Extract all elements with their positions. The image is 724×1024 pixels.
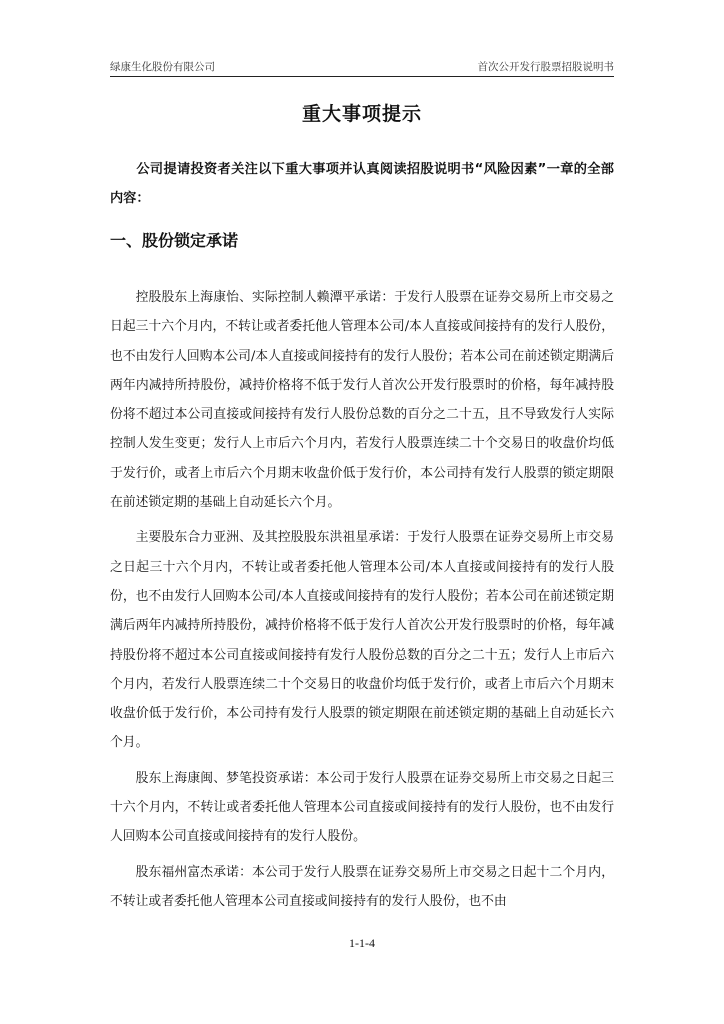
paragraph-shareholder-kangmin-mengbi: 股东上海康闽、梦笔投资承诺：本公司于发行人股票在证券交易所上市交易之日起三十六个月内，不转让或者委托他人管理本公司直接或间接持有的发行人股份，也不由发行人回购本公司直接或间接持有的发行人股份。 bbox=[110, 770, 614, 845]
header-company-name: 绿康生化股份有限公司 bbox=[110, 61, 215, 73]
paragraph-controlling-shareholder: 控股股东上海康怡、实际控制人赖潭平承诺：于发行人股票在证券交易所上市交易之日起三十六个月内，不转让或者委托他人管理本公司/本人直接或间接持有的发行人股份，也不由发行人回购本公司/本人直接或间接持有的发行人股份；若本公司在前述锁定期满后两年内减持所持股份，减持价格将不低于发行人首次公开发行股票时的价格，每年减持股份将不超过本公司直接或间接持有发行人股份总数的百分之二十五，且不导致发行人实际控制人发生变更；发行人上市后六个月内，若发行人股票连续二十个交易日的收盘价均低于发行价，或者上市后六个月期末收盘价低于发行价，本公司持有发行人股票的锁定期限在前述锁定期的基础上自动延长六个月。 bbox=[110, 290, 614, 511]
page-title: 重大事项提示 bbox=[301, 103, 422, 125]
page-number: 1-1-4 bbox=[349, 936, 375, 950]
header-document-name: 首次公开发行股票招股说明书 bbox=[477, 61, 614, 73]
section-body bbox=[110, 283, 614, 922]
paragraph-major-shareholder: 主要股东合力亚洲、及其控股股东洪祖星承诺：于发行人股票在证券交易所上市交易之日起三十六个月内，不转让或者委托他人管理本公司/本人直接或间接持有的发行人股份，也不由发行人回购本公司/本人直接或间接持有的发行人股份；若本公司在前述锁定期满后两年内减持所持股份，减持价格将不低于发行人首次公开发行股票时的价格，每年减持股份将不超过本公司直接或间接持有发行人股份总数的百分之二十五；发行人上市后六个月内，若发行人股票连续二十个交易日的收盘价均低于发行价，或者上市后六个月期末收盘价低于发行价，本公司持有发行人股票的锁定期限在前述锁定期的基础上自动延长六个月。 bbox=[110, 530, 614, 751]
section-heading: 一、股份锁定承诺 bbox=[110, 231, 239, 250]
intro-paragraph: 公司提请投资者关注以下重大事项并认真阅读招股说明书“风险因素”一章的全部内容： bbox=[110, 162, 614, 206]
paragraph-shareholder-fuzhou-fujie: 股东福州富杰承诺：本公司于发行人股票在证券交易所上市交易之日起十二个月内，不转让或者委托他人管理本公司直接或间接持有的发行人股份，也不由 bbox=[110, 864, 614, 909]
page-header bbox=[110, 58, 614, 77]
